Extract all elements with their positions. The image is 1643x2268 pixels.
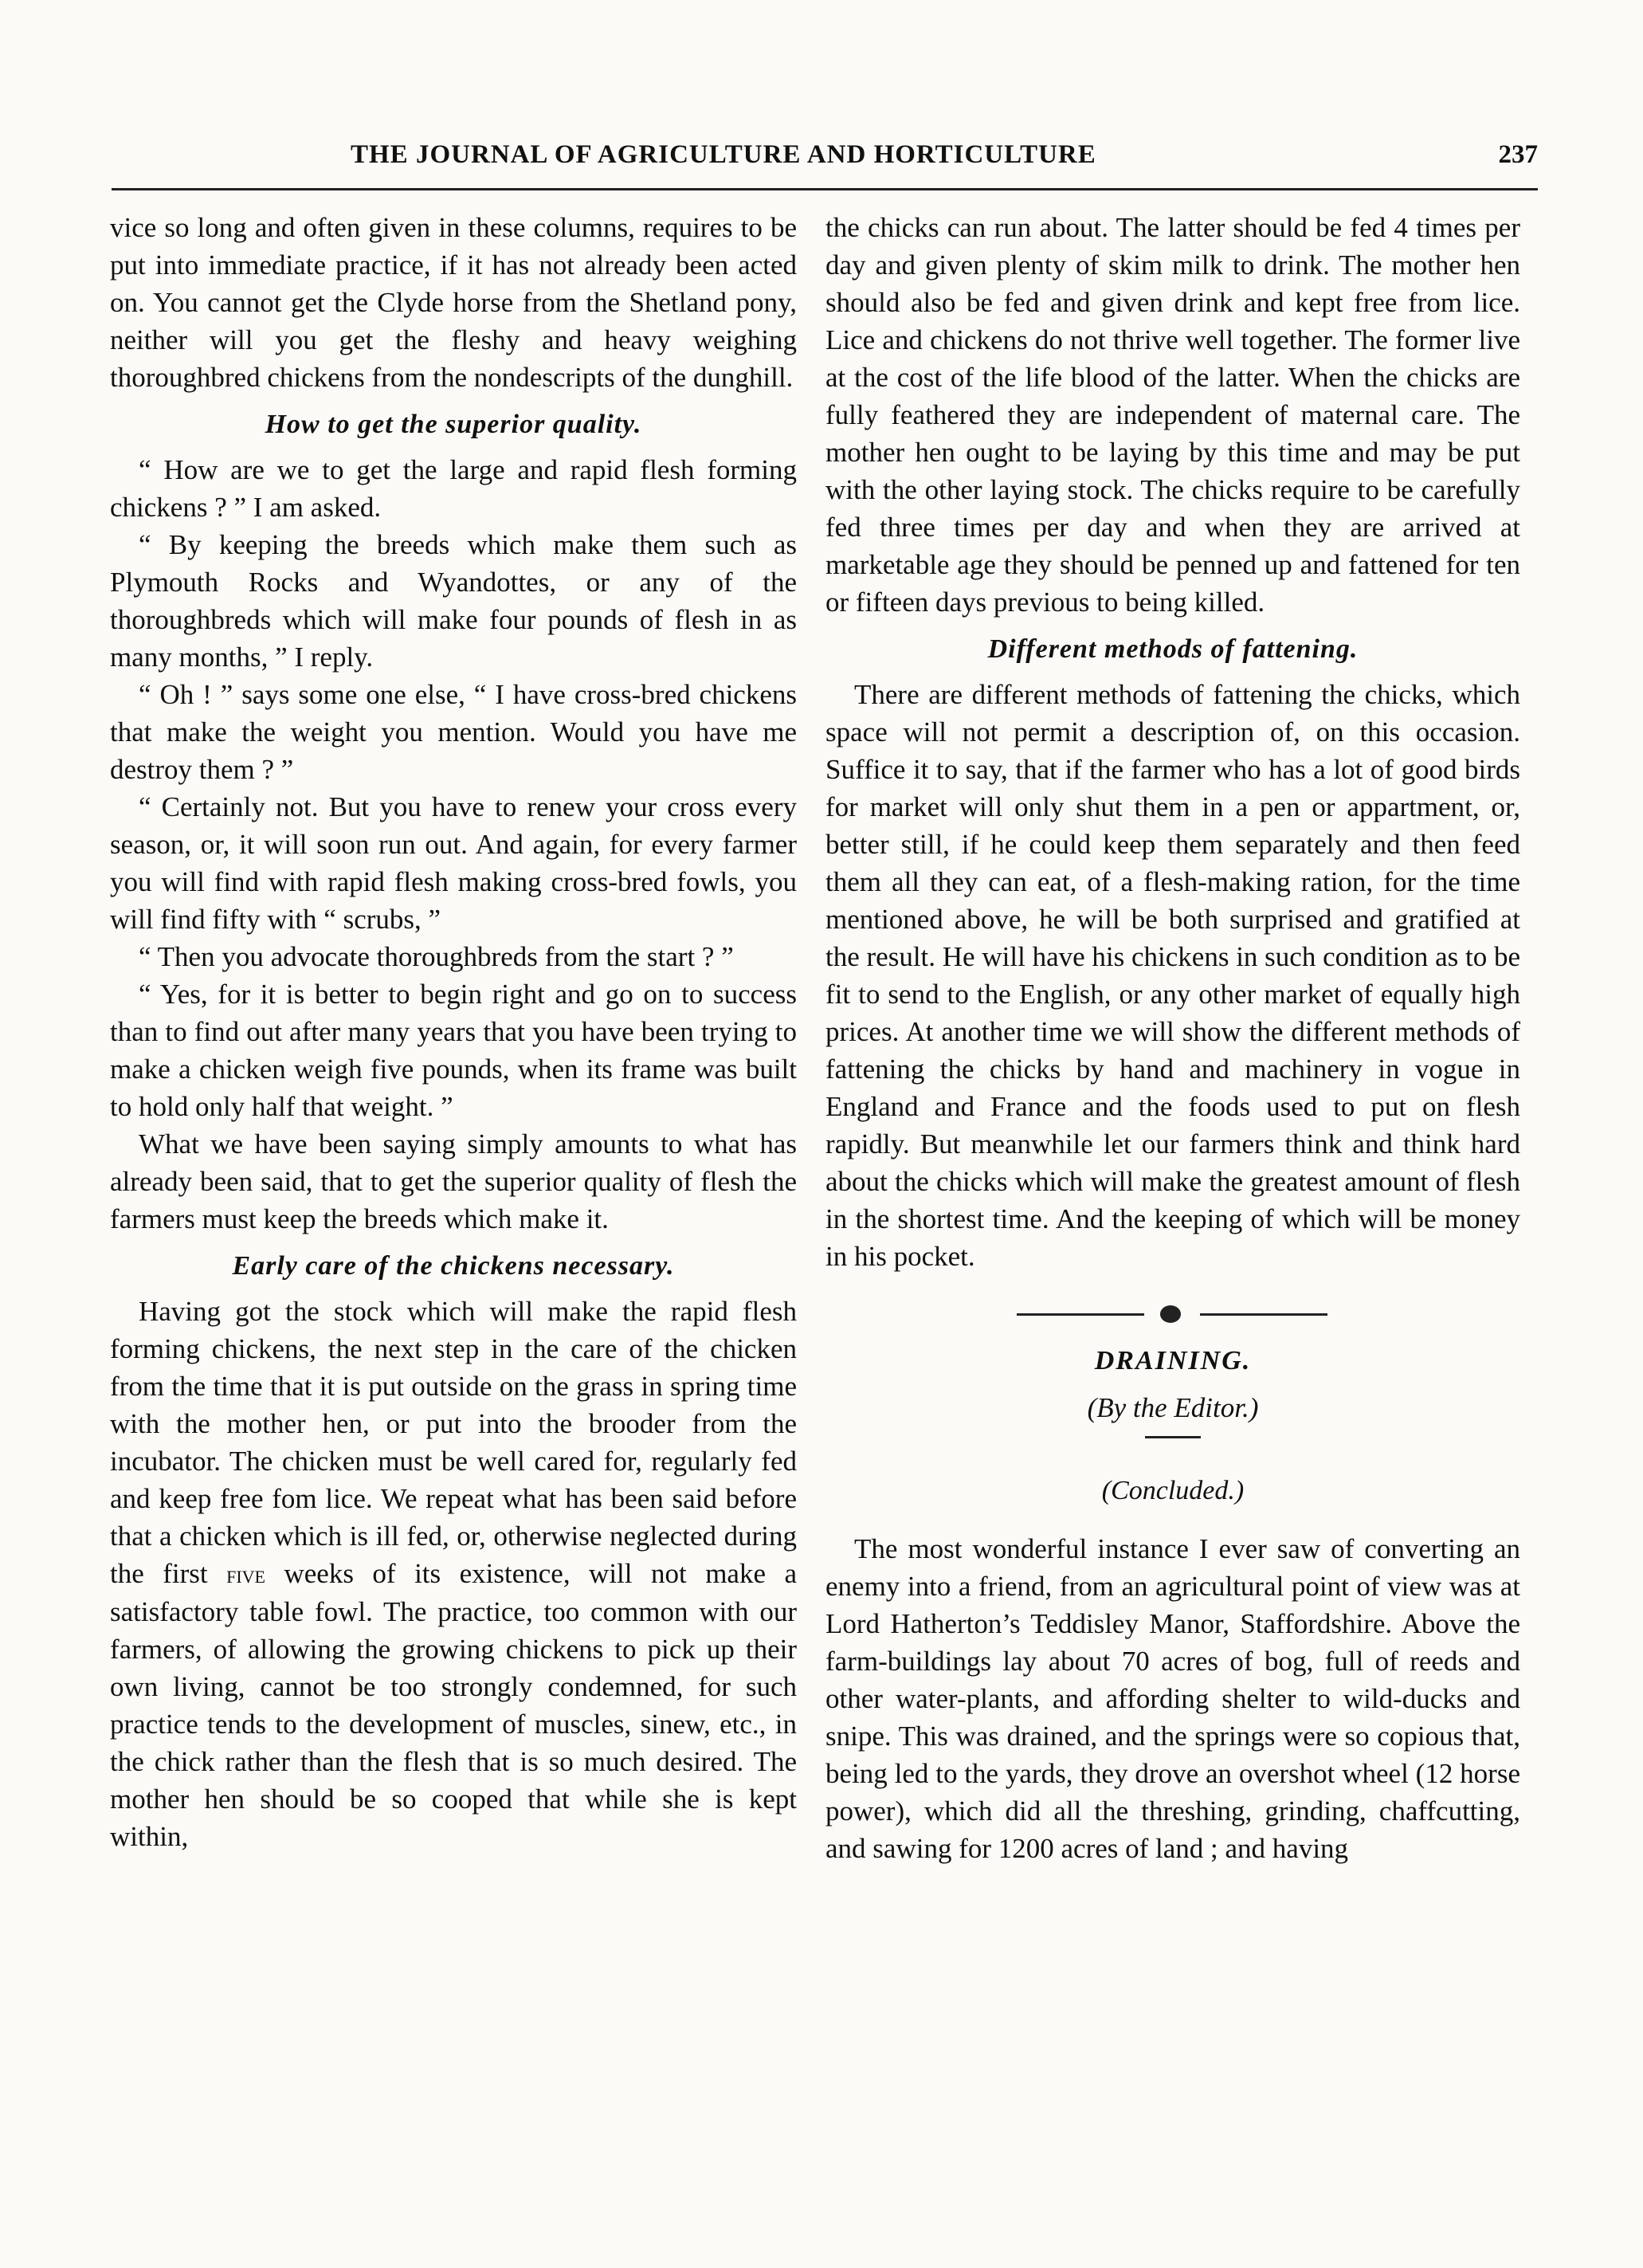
paragraph-text: weeks of its existence, will not make a satisfactory table fowl. The practice, too common with our farmers, of allowing the growing chickens to pick up their own living, cannot be too strongly condemned, for such practice tends to the development of muscles, sinew, etc., in the chick rather than the flesh that is so much desired. The mother hen should be so cooped that while she is kept within, <box>110 1558 798 1852</box>
paragraph-text: Having got the stock which will make the rapid flesh forming chickens, the next step in the care of the chicken from the time that it is put outside on the grass in spring time with the mother hen, or put into the brooder from the incubator. The chicken must be well cared for, regularly fed and keep free fom lice. We repeat what has been said before that a chicken which is ill fed, or, otherwise neglected during the first <box>110 1296 797 1589</box>
ornament-line <box>1200 1313 1327 1316</box>
paragraph: “ Certainly not. But you have to renew your cross every season, or, it will soon run out. And again, for every farmer you will find with rapid flesh making cross-bred fowls, you will find fifty with “ scrubs, ” <box>110 791 797 935</box>
section-heading: How to get the superior quality. <box>265 410 642 439</box>
paragraph: the chicks can run about. The latter should be fed 4 times per day and given plenty of skim milk to drink. The mother hen should also be fed and given drink and kept free from lice. Lice and chickens do not thrive well together. The former live at the cost of the life blood of the latter. When the chicks are fully feathered they are independent of maternal care. The mother hen ought to be laying by this time and may be put with the other laying stock. The chicks require to be carefully fed three times per day and when they are arrived at marketable age they should be penned up and fattened for ten or fifteen days previous to being killed. <box>825 212 1520 618</box>
ornament-center <box>1160 1305 1181 1323</box>
running-head <box>112 134 1538 182</box>
paragraph <box>110 1293 797 1855</box>
left-column <box>110 209 797 1855</box>
paragraph: The most wonderful instance I ever saw of converting an enemy into a friend, from an agricultural point of view was at Lord Hatherton’s Teddisley Manor, Staffordshire. Above the farm-buildings lay about 70 acres of bog, full of reeds and other water-plants, and affording shelter to wild-ducks and snipe. This was drained, and the springs were so copious that, being led to the yards, they drove an overshot wheel (12 horse power), which did all the threshing, grinding, chaffcutting, and sawing for 1200 acres of land ; and having <box>825 1533 1520 1864</box>
byline: (By the Editor.) <box>1087 1392 1259 1423</box>
paragraph: “ How are we to get the large and rapid flesh forming chickens ? ” I am asked. <box>110 454 797 523</box>
paragraph: “ By keeping the breeds which make them such as Plymouth Rocks and Wyandottes, or any of the thoroughbreds which will make four pounds of flesh in as many months, ” I reply. <box>110 529 797 673</box>
right-column <box>825 209 1520 1867</box>
paragraph: “ Then you advocate thoroughbreds from the start ? ” <box>139 941 734 972</box>
section-heading: Early care of the chickens necessary. <box>232 1251 675 1281</box>
short-rule <box>1145 1436 1201 1438</box>
paragraph: “ Oh ! ” says some one else, “ I have cross-bred chickens that make the weight you mention. Would you have me destroy them ? ” <box>110 679 797 785</box>
article-title: DRAINING. <box>1094 1346 1252 1375</box>
page-number: 237 <box>1498 140 1538 169</box>
paragraph: There are different methods of fattening the chicks, which space will not permit a description of, on this occasion. Suffice it to say, that if the farmer who has a lot of good birds for market will only shut them in a pen or appartment, or, better still, if he could keep them separately and then feed them all they can eat, of a flesh-making ration, for the time mentioned above, he will be both surprised and gratified at the result. He will have his chickens in such condition as to be fit to send to the English, or any other market of equally high prices. At another time we will show the different methods of fattening the chicks by hand and machinery in vogue in England and France and the foods used to put on flesh rapidly. But meanwhile let our farmers think and think hard about the chicks which will make the greatest amount of flesh in the shortest time. And the keeping of which will be money in his pocket. <box>825 679 1520 1272</box>
paragraph: “ Yes, for it is better to begin right and go on to success than to find out after many years that you have been trying to make a chicken weigh five pounds, when its frame was built to hold only half that weight. ” <box>110 979 797 1122</box>
section-heading: Different methods of fattening. <box>987 634 1359 664</box>
paragraph: vice so long and often given in these columns, requires to be put into immediate practice, if it has not already been acted on. You cannot get the Clyde horse from the Shetland pony, neither will you get the fleshy and heavy weighing thoroughbred chickens from the nondescripts of the dunghill. <box>110 212 797 393</box>
section-divider-ornament <box>825 1299 1520 1331</box>
journal-title: THE JOURNAL OF AGRICULTURE AND HORTICULTURE <box>351 140 1096 169</box>
emphasis-text: five <box>226 1560 265 1588</box>
ornament-line <box>1017 1313 1144 1316</box>
concluded-note: (Concluded.) <box>1101 1476 1245 1505</box>
paragraph: What we have been saying simply amounts to what has already been said, that to get the superior quality of flesh the farmers must keep the breeds which make it. <box>110 1128 797 1234</box>
header-rule <box>112 188 1538 190</box>
